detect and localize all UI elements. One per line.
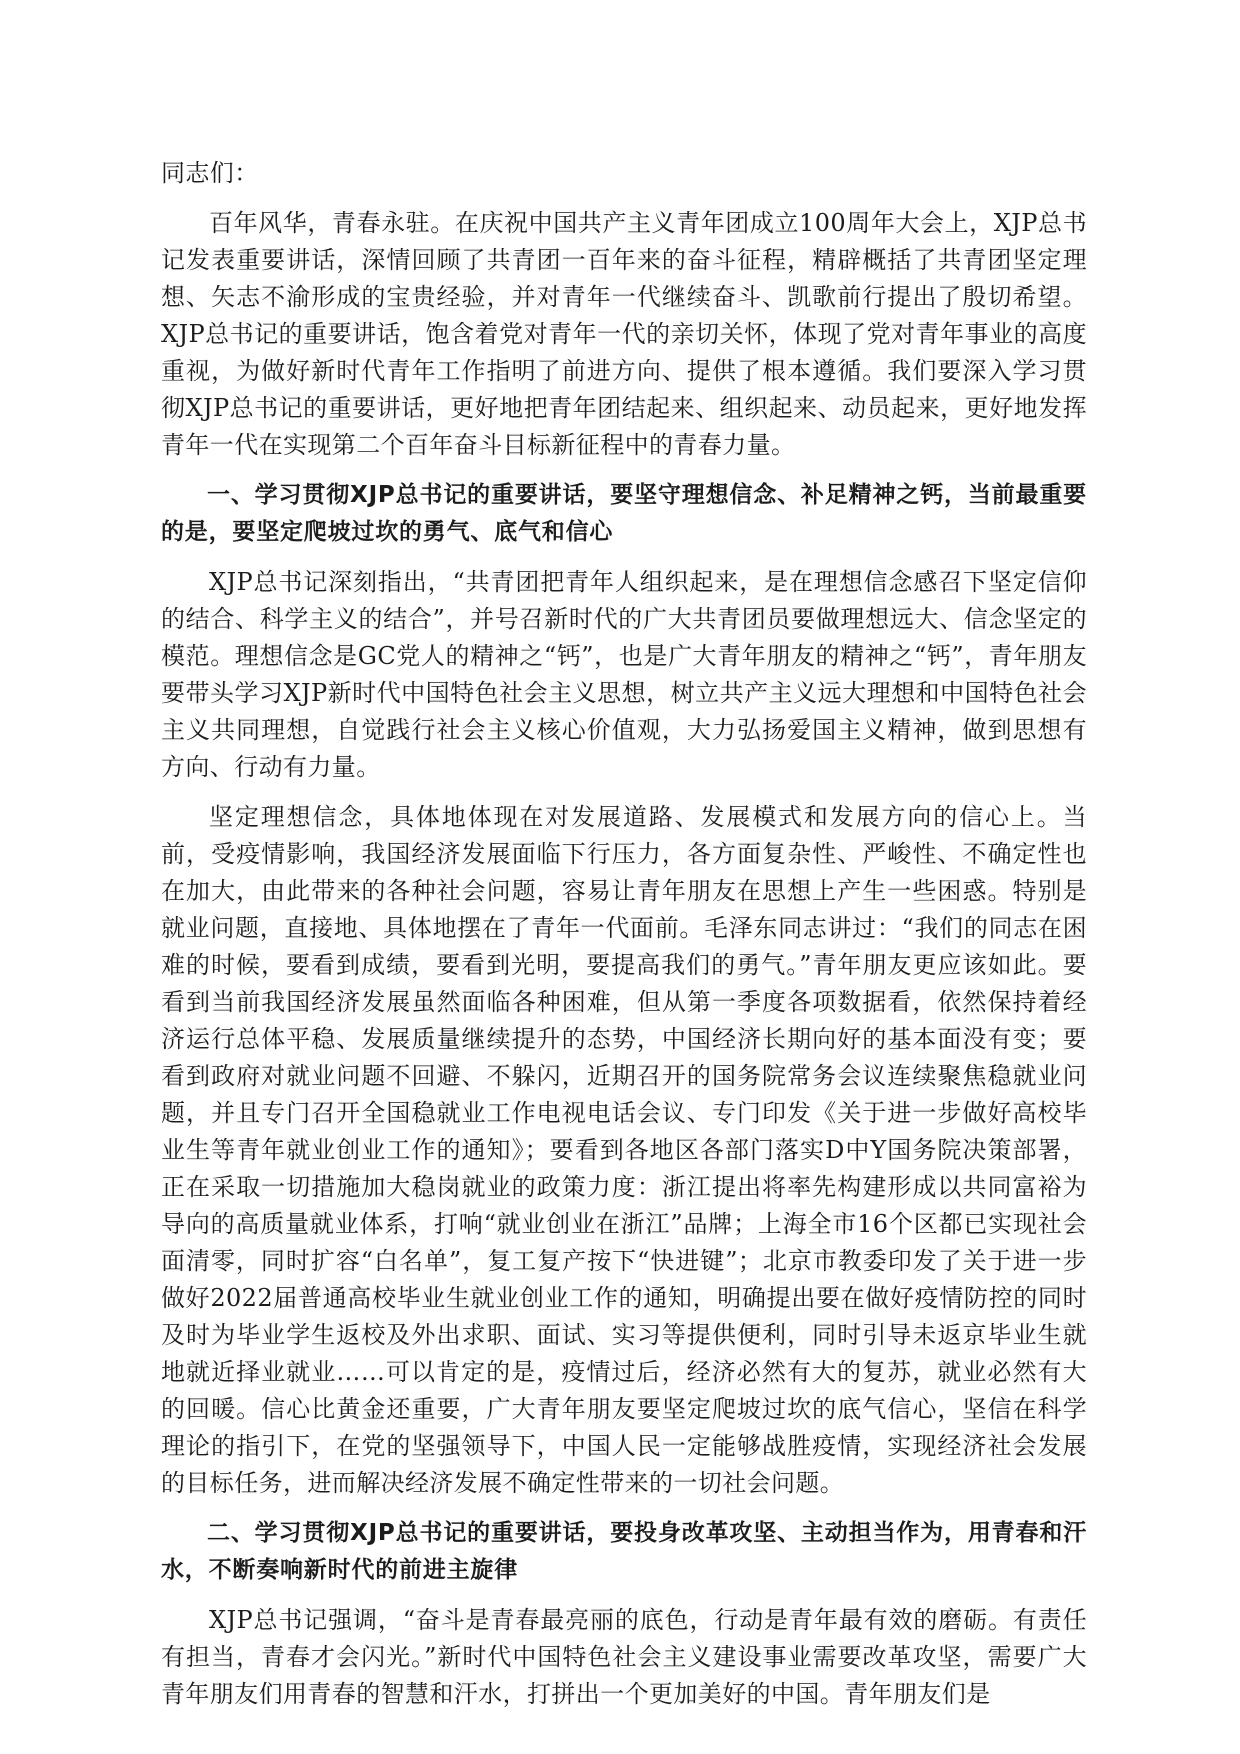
paragraph-intro: 百年风华，青春永驻。在庆祝中国共产主义青年团成立100周年大会上，XJP总书记发表重要讲话，深情回顾了共青团一百年来的奋斗征程，精辟概括了共青团坚定理想、矢志不渝形成的宝贵经验，并对青年一代继续奋斗、凯歌前行提出了殷切希望。XJP总书记的重要讲话，饱含着党对青年一代的亲切关怀，体现了党对青年事业的高度重视，为做好新时代青年工作指明了前进方向、提供了根本遵循。我们要深入学习贯彻XJP总书记的重要讲话，更好地把青年团结起来、组织起来、动员起来，更好地发挥青年一代在实现第二个百年奋斗目标新征程中的青春力量。: [161, 209, 1087, 459]
paragraph-section1-a: XJP总书记深刻指出，“共青团把青年人组织起来，是在理想信念感召下坚定信仰的结合、科学主义的结合”，并号召新时代的广大共青团员要做理想远大、信念坚定的模范。理想信念是GC党人的精神之“钙”，也是广大青年朋友的精神之“钙”，青年朋友要带头学习XJP新时代中国特色社会主义思想，树立共产主义远大理想和中国特色社会主义共同理想，自觉践行社会主义核心价值观，大力弘扬爱国主义精神，做到思想有方向、行动有力量。: [161, 568, 1087, 781]
paragraph-section2-a: XJP总书记强调，“奋斗是青春最亮丽的底色，行动是青年最有效的磨砺。有责任有担当，青春才会闪光。”新时代中国特色社会主义建设事业需要改革攻坚，需要广大青年朋友们用青春的智慧和汗水，打拼出一个更加美好的中国。青年朋友们是: [161, 1606, 1087, 1708]
salutation: 同志们：: [161, 159, 259, 187]
section-heading-1: 一、学习贯彻XJP总书记的重要讲话，要坚守理想信念、补足精神之钙，当前最重要的是，要坚定爬坡过坎的勇气、底气和信心: [161, 482, 1087, 545]
document-body: [161, 155, 1087, 1726]
section-heading-2: 二、学习贯彻XJP总书记的重要讲话，要投身改革攻坚、主动担当作为，用青春和汗水，不断奏响新时代的前进主旋律: [161, 1520, 1087, 1583]
paragraph-section1-b: 坚定理想信念，具体地体现在对发展道路、发展模式和发展方向的信心上。当前，受疫情影响，我国经济发展面临下行压力，各方面复杂性、严峻性、不确定性也在加大，由此带来的各种社会问题，容易让青年朋友在思想上产生一些困惑。特别是就业问题，直接地、具体地摆在了青年一代面前。毛泽东同志讲过：“我们的同志在困难的时候，要看到成绩，要看到光明，要提高我们的勇气。”青年朋友更应该如此。要看到当前我国经济发展虽然面临各种困难，但从第一季度各项数据看，依然保持着经济运行总体平稳、发展质量继续提升的态势，中国经济长期向好的基本面没有变；要看到政府对就业问题不回避、不躲闪，近期召开的国务院常务会议连续聚焦稳就业问题，并且专门召开全国稳就业工作电视电话会议、专门印发《关于进一步做好高校毕业生等青年就业创业工作的通知》；要看到各地区各部门落实D中Y国务院决策部署，正在采取一切措施加大稳岗就业的政策力度：浙江提出将率先构建形成以共同富裕为导向的高质量就业体系，打响“就业创业在浙江”品牌；上海全市16个区都已实现社会面清零，同时扩容“白名单”，复工复产按下“快进键”；北京市教委印发了关于进一步做好2022届普通高校毕业生就业创业工作的通知，明确提出要在做好疫情防控的同时及时为毕业学生返校及外出求职、面试、实习等提供便利，同时引导未返京毕业生就地就近择业就业……可以肯定的是，疫情过后，经济必然有大的复苏，就业必然有大的回暖。信心比黄金还重要，广大青年朋友要坚定爬坡过坎的底气信心，坚信在科学理论的指引下，在党的坚强领导下，中国人民一定能够战胜疫情，实现经济社会发展的目标任务，进而解决经济发展不确定性带来的一切社会问题。: [161, 803, 1087, 1497]
